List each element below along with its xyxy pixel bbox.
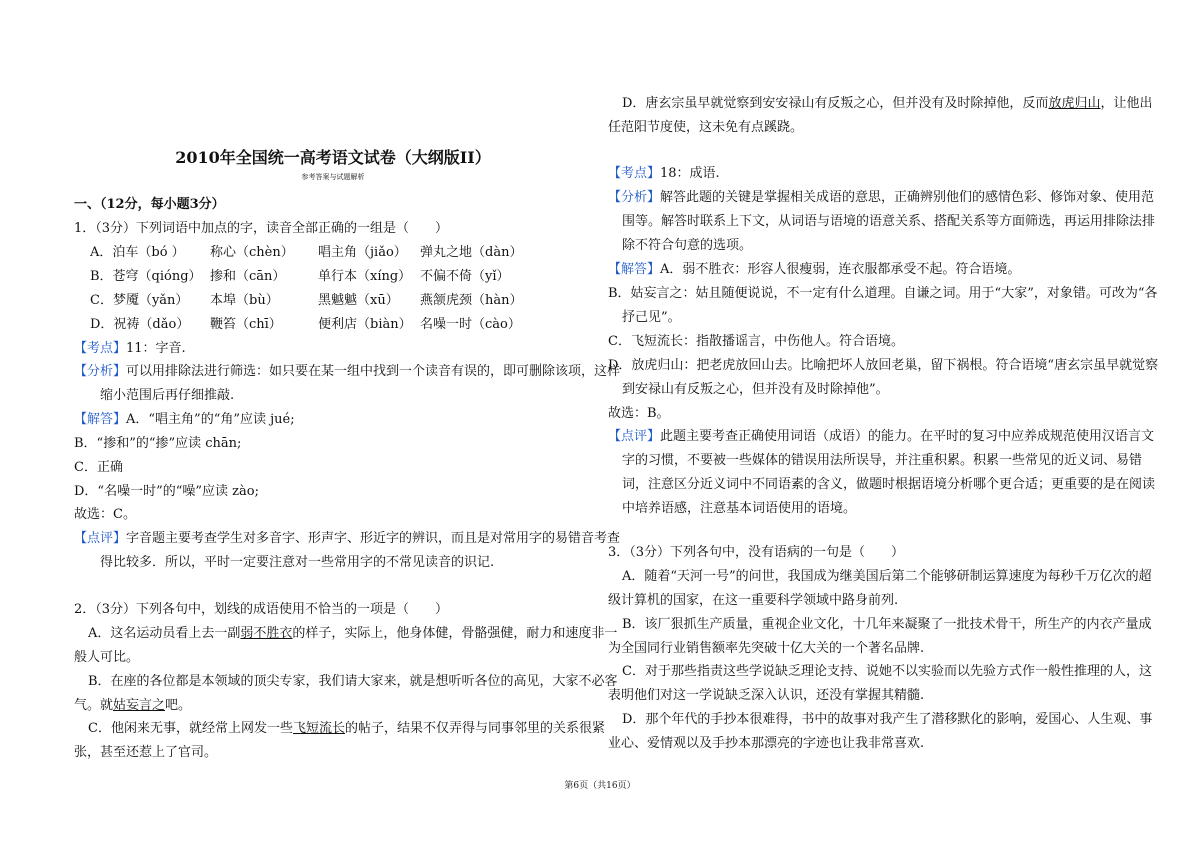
q3-option-b-cont: 为全国同行业销售额率先突破十亿大关的一个著名品牌. [608,641,925,656]
q1-option-cell: 弹丸之地（dàn） [420,245,523,260]
q2-b-underlined-idiom: 姑妄言之 [113,698,166,713]
q2-c-text: C．他闲来无事，就经常上网发一些 [88,721,293,736]
q1-option-cell: 唱主角（jiǎo） [318,245,407,260]
q2-b-text: 吧。 [165,698,192,713]
q1-option-cell: 单行本（xíng） [318,269,412,284]
q1-option-cell: 黑魆魆（xū） [318,293,399,308]
section-heading: 一、（12分，每小题3分） [74,197,225,212]
q2-a-text: A．这名运动员看上去一副 [88,626,241,641]
q1-option-row [90,245,522,261]
q2-option-d [622,96,1152,112]
q3-option-d: D．那个年代的手抄本很难得，书中的故事对我产生了潜移默化的影响，爱国心、人生观、事 [622,712,1153,727]
q2-option-c [88,721,605,737]
q1-fenxi [74,364,620,380]
q2-d-underlined-idiom: 放虎归山 [1048,96,1101,111]
q2-dianping-cont: 中培养语感，注意基本词语使用的语境。 [622,501,857,516]
q1-jieda-d: D．“名噪一时”的“噪”应读 zào; [74,484,259,499]
q3-option-a: A．随着“天河一号”的问世，我国成为继美国后第二个能够研制运算速度为每秒千万亿次的超 [622,569,1152,584]
q1-dianping [74,531,620,547]
q2-a-text: 的样子，实际上，他身体健，骨骼强健，耐力和速度非一 [292,626,618,641]
q2-jieda [608,262,1020,278]
q2-jieda-c: C．飞短流长：指散播谣言，中伤他人。符合语境。 [608,334,904,349]
q2-a-underlined-idiom: 弱不胜衣 [240,626,293,641]
q2-jieda-d-cont: 到安禄山有反叛之心，但并没有及时除掉他”。 [622,382,889,397]
q2-dianping [608,429,1154,445]
q1-option-cell: A．泊车（bó ） [90,245,185,260]
q1-option-cell: 掺和（cān） [210,269,286,284]
fenxi-tag: 【分析】 [608,190,661,205]
q1-option-cell: 便利店（biàn） [318,317,412,332]
q3-option-c: C．对于那些指责这些学说缺乏理论支持、说她不以实验而以先验方式作一般性推理的人，这 [622,664,1152,679]
q1-dianping-cont: 得比较多．所以，平时一定要注意对一些常用字的不常见读音的识记. [100,555,495,570]
q2-jieda-d: D．放虎归山：把老虎放回山去。比喻把坏人放回老巢，留下祸根。符合语境“唐玄宗虽早就觉察 [608,358,1159,373]
jieda-tag: 【解答】 [608,262,661,277]
q1-answer: 故选：C。 [74,507,136,522]
fenxi-text: 解答此题的关键是掌握相关成语的意思，正确辨别他们的感情色彩、修饰对象、使用范 [660,190,1155,205]
q1-option-cell: B．苍穹（qióng） [90,269,202,284]
page-title: 2010年全国统一高考语文试卷（大纲版II） [175,148,491,167]
q3-stem: 3．（3分）下列各句中，没有语病的一句是（ ） [608,545,905,560]
q1-fenxi-cont: 缩小范围后再仔细推敲. [100,388,235,403]
q2-answer: 故选：B。 [608,406,670,421]
q1-option-cell: 名噪一时（cào） [420,317,521,332]
q1-option-cell: 不偏不倚（yǐ） [420,269,510,284]
q2-fenxi-cont: 除不符合句意的选项。 [622,238,753,253]
q1-option-row [90,293,523,309]
kaodian-tag: 【考点】 [608,166,661,181]
q2-option-b-cont [74,698,191,714]
q2-c-underlined-idiom: 飞短流长 [292,721,345,736]
q2-fenxi-cont: 围等。解答时联系上下文，从词语与语境的语意关系、搭配关系等方面筛选，再运用排除法排 [622,214,1156,229]
q2-d-text: D．唐玄宗虽早就觉察到安安禄山有反叛之心，但并没有及时除掉他，反而 [622,96,1049,111]
q1-option-cell: 本埠（bù） [210,293,279,308]
q2-option-d-cont: 任范阳节度使，这未免有点蹊跷。 [608,120,804,135]
q1-option-cell: C．梦魇（yǎn） [90,293,189,308]
q3-option-c-cont: 表明他们对这一学说缺乏深入认识，还没有掌握其精髓. [608,688,925,703]
kaodian-tag: 【考点】 [74,341,127,356]
q2-b-text: 气。就 [74,698,114,713]
dianping-text: 此题主要考查正确使用词语（成语）的能力。在平时的复习中应养成规范使用汉语言文 [660,429,1155,444]
q2-option-a [88,626,617,642]
q2-option-c-cont: 张，甚至还惹上了官司。 [74,745,218,760]
fenxi-text: 可以用排除法进行筛选：如只要在某一组中找到一个读音有误的，即可删除该项，这样 [126,364,621,379]
q1-option-cell: 燕颔虎颈（hàn） [420,293,523,308]
q3-option-d-cont: 业心、爱情观以及手抄本那漂亮的字迹也让我非常喜欢. [608,736,925,751]
q2-option-b: B．在座的各位都是本领域的顶尖专家，我们请大家来，就是想听听各位的高见，大家不必客 [88,674,618,689]
fenxi-tag: 【分析】 [74,364,127,379]
q1-option-cell: 鞭笞（chī） [210,317,282,332]
q1-stem: 1．（3分）下列词语中加点的字，读音全部正确的一组是（ ） [74,221,449,236]
q2-option-a-cont: 般人可比。 [74,650,140,665]
q1-option-row [90,317,521,333]
dianping-tag: 【点评】 [608,429,661,444]
jieda-text: A．“唱主角”的“角”应读 jué; [126,412,295,427]
q2-c-text: 的帖子，结果不仅弄得与同事邻里的关系很紧 [344,721,605,736]
dianping-text: 字音题主要考查学生对多音字、形声字、形近字的辨识，而且是对常用字的易错音考查 [126,531,621,546]
q1-jieda-c: C．正确 [74,460,123,475]
q2-dianping-cont: 字的习惯，不要被一些媒体的错误用法所误导，并注重积累。积累一些常见的近义词、易错 [622,453,1143,468]
dianping-tag: 【点评】 [74,531,127,546]
q2-stem: 2．（3分）下列各句中，划线的成语使用不恰当的一项是（ ） [74,602,449,617]
kaodian-text: 11：字音. [126,341,186,356]
jieda-tag: 【解答】 [74,412,127,427]
q2-jieda-b: B．姑妄言之：姑且随便说说，不一定有什么道理。自谦之词。用于“大家”，对象错。可改为“各 [608,286,1158,301]
q1-kaodian [74,341,186,357]
q1-jieda-b: B．“掺和”的“掺”应读 chān; [74,436,242,451]
q2-d-text: ，让他出 [1100,96,1153,111]
q2-fenxi [608,190,1154,206]
q1-option-cell: 称心（chèn） [210,245,294,260]
q1-option-cell: D．祝祷（dǎo） [90,317,190,332]
jieda-text: A．弱不胜衣：形容人很瘦弱，连衣服都承受不起。符合语境。 [660,262,1021,277]
q2-dianping-cont: 词，注意区分近义词中不同语素的含义，做题时根据语境分析哪个更合适；更重要的是在阅读 [622,477,1156,492]
q1-jieda [74,412,295,428]
page-footer: 第6页（共16页） [564,781,636,791]
kaodian-text: 18：成语. [660,166,720,181]
q3-option-a-cont: 级计算机的国家，在这一重要科学领域中路身前列. [608,593,899,608]
q2-kaodian [608,166,720,182]
q1-option-row [90,269,510,285]
q2-jieda-b-cont: 抒己见”。 [622,310,681,325]
page-subtitle: 参考答案与试题解析 [301,173,365,181]
q3-option-b: B．该厂狠抓生产质量，重视企业文化，十几年来凝聚了一批技术骨干，所生产的内衣产量成 [622,617,1152,632]
